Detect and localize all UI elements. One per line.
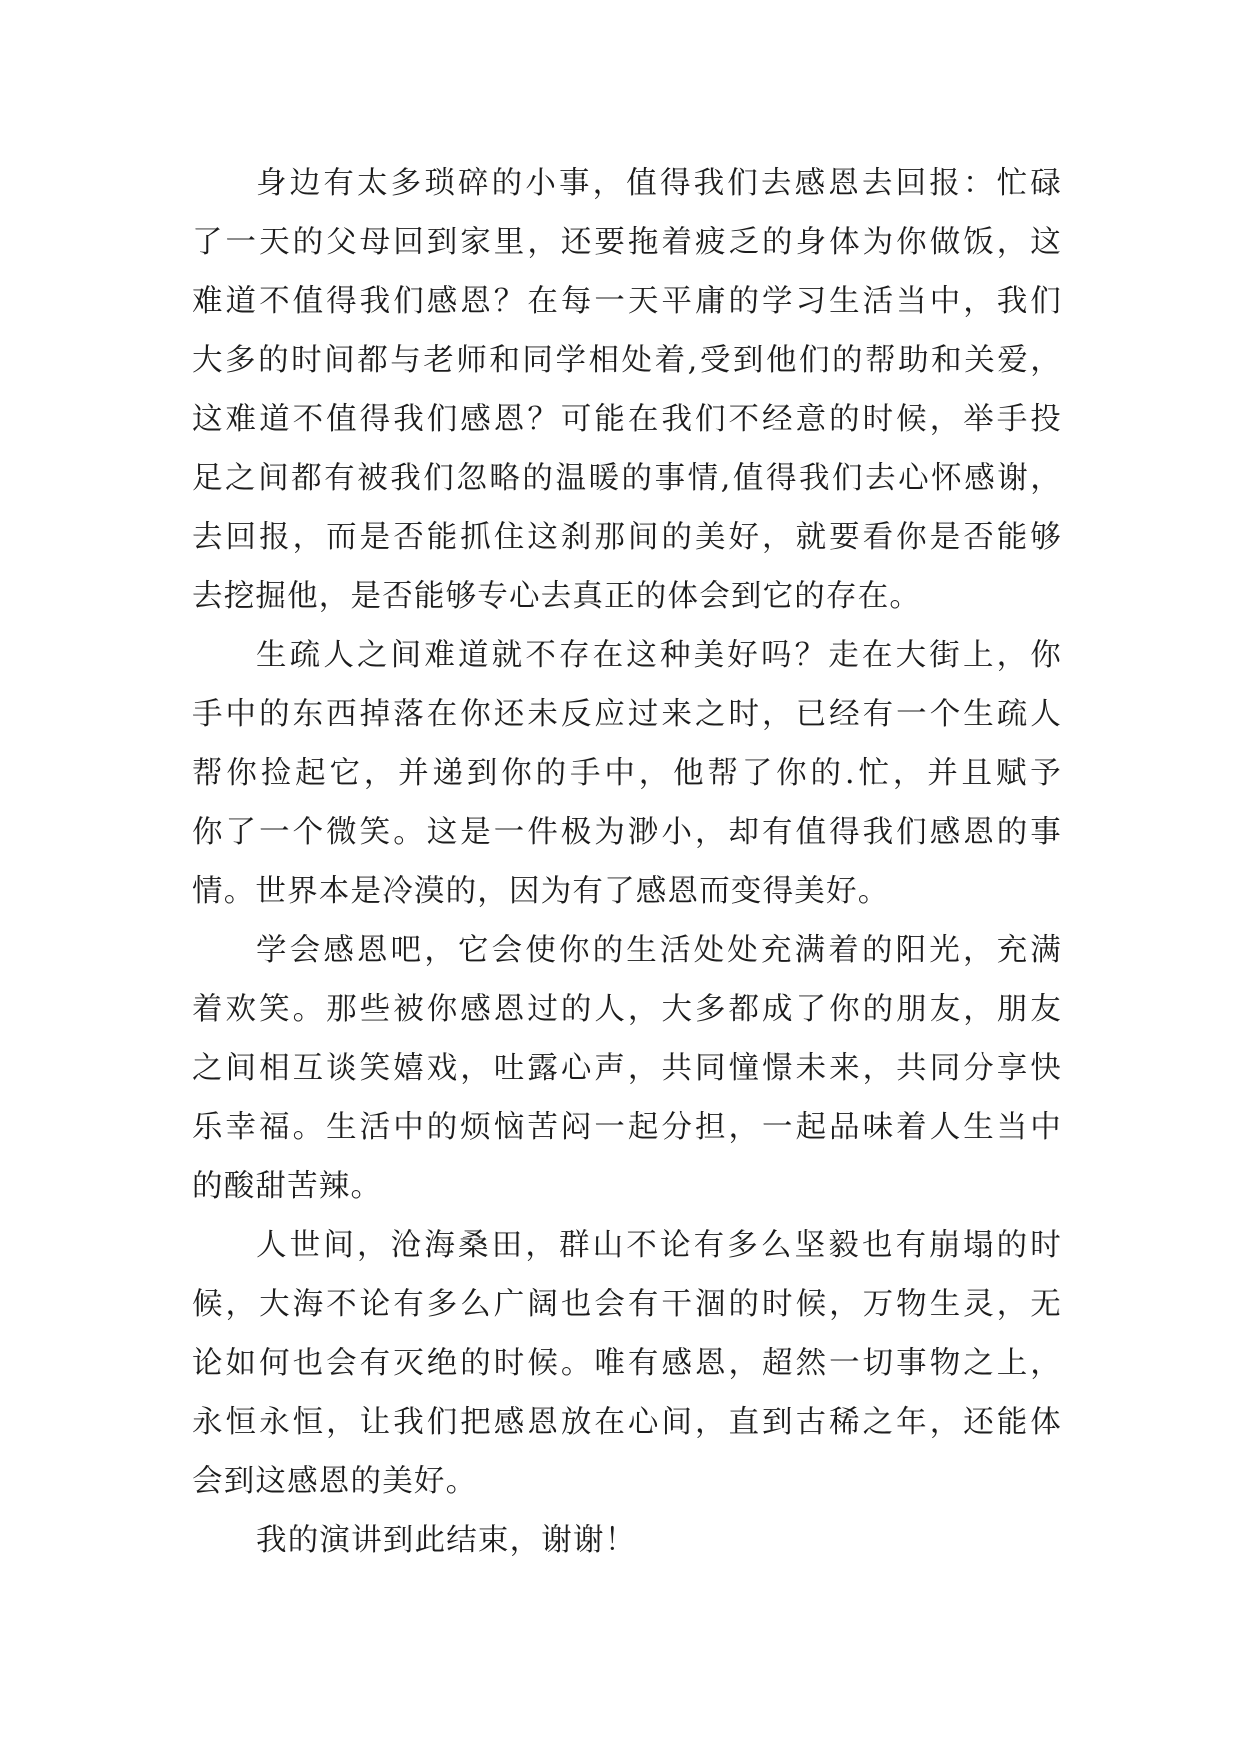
text-line: 手中的东西掉落在你还未反应过来之时，已经有一个生疏人	[192, 697, 1062, 732]
closing-line: 我的演讲到此结束，谢谢！	[256, 1523, 637, 1558]
text-line: 足之间都有被我们忽略的温暖的事情,值得我们去心怀感谢，	[192, 461, 1062, 496]
text-line: 的酸甜苦辣。	[192, 1169, 383, 1204]
text-line: 着欢笑。那些被你感恩过的人，大多都成了你的朋友，朋友	[192, 992, 1062, 1027]
paragraph-4	[192, 1216, 1062, 1511]
text-line: 人世间，沧海桑田，群山不论有多么坚毅也有崩塌的时	[256, 1228, 1062, 1263]
text-line: 你了一个微笑。这是一件极为渺小，却有值得我们感恩的事	[192, 815, 1062, 850]
text-line: 情。世界本是冷漠的，因为有了感恩而变得美好。	[192, 874, 890, 909]
text-line: 生疏人之间难道就不存在这种美好吗？走在大街上，你	[256, 638, 1062, 673]
text-line: 难道不值得我们感恩？在每一天平庸的学习生活当中，我们	[192, 284, 1062, 319]
text-line: 论如何也会有灭绝的时候。唯有感恩，超然一切事物之上，	[192, 1346, 1062, 1381]
text-line: 帮你捡起它，并递到你的手中，他帮了你的.忙，并且赋予	[192, 756, 1062, 791]
paragraph-2	[192, 626, 1062, 921]
text-line: 去挖掘他，是否能够专心去真正的体会到它的存在。	[192, 579, 922, 614]
paragraph-1	[192, 154, 1062, 626]
text-line: 了一天的父母回到家里，还要拖着疲乏的身体为你做饭，这	[192, 225, 1062, 260]
text-line: 这难道不值得我们感恩？可能在我们不经意的时候，举手投	[192, 402, 1062, 437]
text-line: 乐幸福。生活中的烦恼苦闷一起分担，一起品味着人生当中	[192, 1110, 1062, 1145]
paragraph-5	[192, 1511, 1062, 1570]
paragraph-3	[192, 921, 1062, 1216]
text-line: 之间相互谈笑嬉戏，吐露心声，共同憧憬未来，共同分享快	[192, 1051, 1062, 1086]
text-line: 学会感恩吧，它会使你的生活处处充满着的阳光，充满	[256, 933, 1062, 968]
text-line: 大多的时间都与老师和同学相处着,受到他们的帮助和关爱，	[192, 343, 1062, 378]
speech-body	[192, 154, 1062, 1570]
text-line: 永恒永恒，让我们把感恩放在心间，直到古稀之年，还能体	[192, 1405, 1062, 1440]
text-line: 会到这感恩的美好。	[192, 1464, 478, 1499]
text-line: 身边有太多琐碎的小事，值得我们去感恩去回报：忙碌	[256, 166, 1062, 201]
text-line: 候，大海不论有多么广阔也会有干涸的时候，万物生灵，无	[192, 1287, 1062, 1322]
text-line: 去回报，而是否能抓住这刹那间的美好，就要看你是否能够	[192, 520, 1062, 555]
